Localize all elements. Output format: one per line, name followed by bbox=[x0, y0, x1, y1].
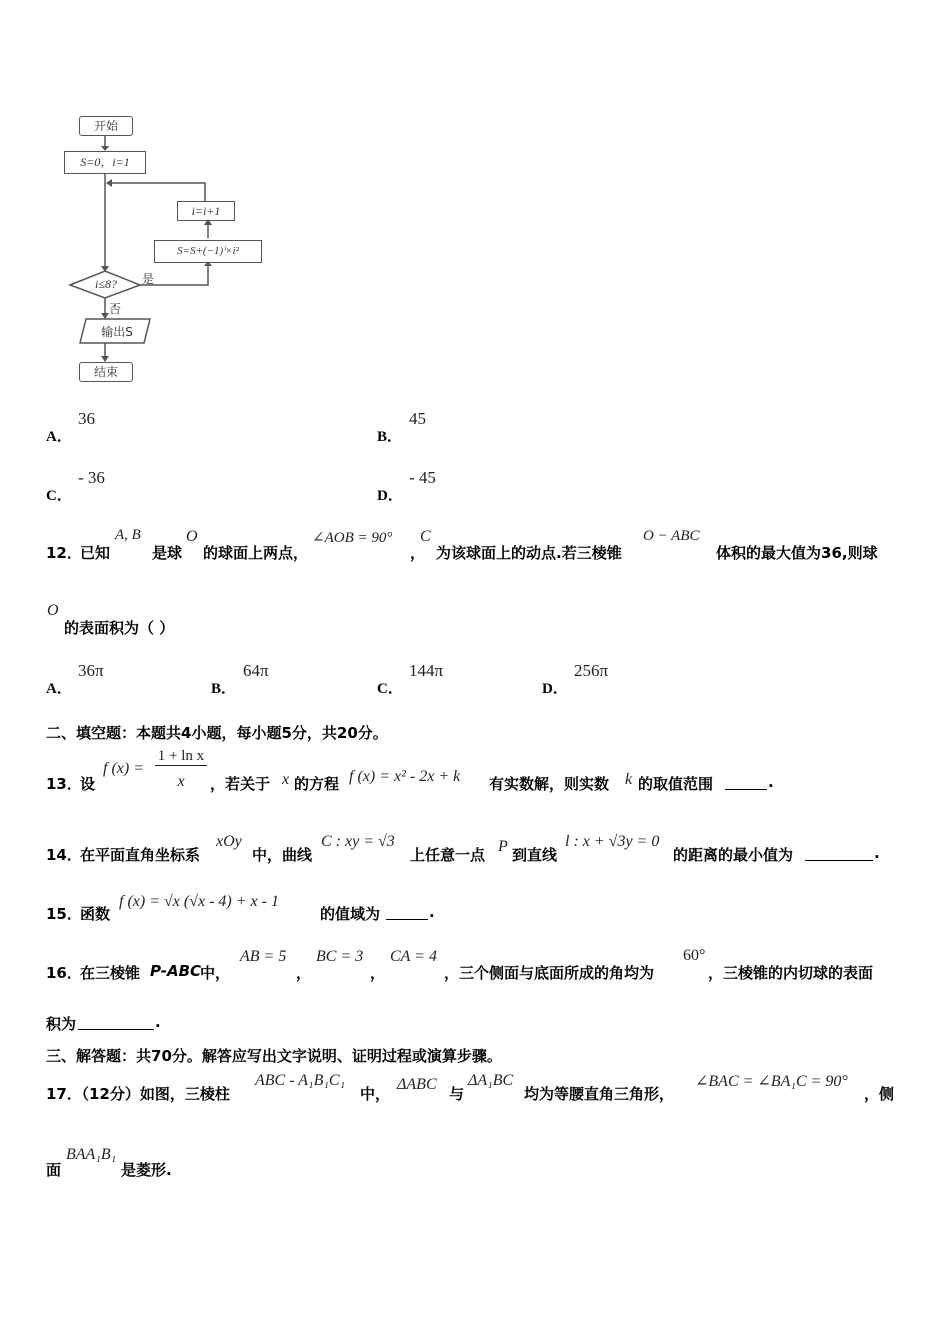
q13-text: 设 bbox=[80, 775, 96, 793]
q11-option-b-letter: B． bbox=[377, 429, 403, 445]
q15-text: . bbox=[429, 903, 435, 921]
q17-text: 与 bbox=[449, 1085, 465, 1103]
flowchart-yes-label: 是 bbox=[142, 272, 155, 286]
q12-option-c-value: 144π bbox=[409, 661, 444, 680]
q13-number: 13． bbox=[46, 775, 82, 793]
flowchart-condition: i≤8? bbox=[95, 277, 117, 291]
q13-fraction-denominator: x bbox=[177, 773, 185, 790]
q12-option-b-letter: B． bbox=[211, 681, 237, 697]
q13-text: ，若关于 bbox=[210, 775, 271, 793]
q17-math-triangle-1: ΔABC bbox=[397, 1076, 437, 1093]
q11-option-d-letter: D． bbox=[377, 488, 403, 504]
q15-text: 的值域为 bbox=[320, 905, 381, 923]
q16-text: ， bbox=[296, 964, 312, 982]
q15-number: 15． bbox=[46, 905, 82, 923]
q14-text: 到直线 bbox=[512, 846, 558, 864]
q14-math-p: P bbox=[498, 838, 508, 855]
q17-math-prism: ABC - A₁B₁C₁ bbox=[255, 1072, 346, 1089]
q13-fraction-numerator: 1 + ln x bbox=[155, 748, 207, 766]
q12-math-o: O bbox=[47, 602, 59, 619]
q16-number: 16． bbox=[46, 964, 82, 982]
flowchart-increment: i=i+1 bbox=[177, 201, 235, 221]
flowchart-init: S=0，i=1 bbox=[64, 151, 146, 174]
q12-option-b-value: 64π bbox=[243, 661, 269, 680]
q16-pyramid-name: P-ABC bbox=[150, 962, 202, 980]
q12-math-angle: ∠AOB = 90° bbox=[312, 530, 393, 546]
q12-number: 12． bbox=[46, 544, 82, 562]
q15-math-function: f (x) = √x (√x - 4) + x - 1 bbox=[119, 893, 279, 910]
q16-answer-blank[interactable] bbox=[78, 1015, 154, 1030]
q14-text: . bbox=[874, 844, 880, 862]
q12-text: 体积的最大值为36,则球 bbox=[716, 544, 878, 562]
q16-text: ，三棱锥的内切球的表面 bbox=[708, 964, 874, 982]
q16-math-bc: BC = 3 bbox=[316, 948, 364, 965]
q12-text: 已知 bbox=[80, 544, 111, 562]
flowchart-lines bbox=[0, 0, 300, 400]
q16-text: 中， bbox=[200, 964, 231, 982]
q17-text: 面 bbox=[46, 1161, 62, 1179]
q16-math-angle: 60° bbox=[683, 947, 706, 964]
flowchart-no-label: 否 bbox=[109, 302, 122, 316]
q12-option-d-letter: D． bbox=[542, 681, 568, 697]
q17-text: 均为等腰直角三角形， bbox=[524, 1085, 675, 1103]
q12-option-c-letter: C． bbox=[377, 681, 403, 697]
q12-text: ， bbox=[410, 544, 426, 562]
q14-math-curve: C : xy = √3 bbox=[321, 833, 395, 850]
q13-text: . bbox=[768, 773, 774, 791]
q12-option-a-value: 36π bbox=[78, 661, 104, 680]
q13-text: 有实数解，则实数 bbox=[489, 775, 610, 793]
q17-text: 是菱形. bbox=[121, 1161, 172, 1179]
q17-math-angle: ∠BAC = ∠BA₁C = 90° bbox=[695, 1073, 848, 1090]
q14-text: 中，曲线 bbox=[252, 846, 313, 864]
q11-option-b-value: 45 bbox=[409, 409, 426, 428]
q16-text: 积为 bbox=[46, 1015, 77, 1033]
q11-option-a-value: 36 bbox=[78, 409, 95, 428]
q12-text: 是球 bbox=[152, 544, 183, 562]
q11-option-d-value: - 45 bbox=[409, 468, 436, 487]
q16-math-ab: AB = 5 bbox=[240, 948, 287, 965]
q17-math-triangle-2: ΔA₁BC bbox=[468, 1072, 514, 1089]
q13-math-k: k bbox=[625, 771, 633, 788]
q16-text: 在三棱锥 bbox=[80, 964, 141, 982]
section-heading-fill-in: 二、填空题：本题共4小题，每小题5分，共20分。 bbox=[46, 724, 388, 742]
q13-math-equation: f (x) = x² - 2x + k bbox=[349, 768, 461, 785]
q15-text: 函数 bbox=[80, 905, 111, 923]
q16-text: ， bbox=[370, 964, 386, 982]
q12-math-pyramid: O − ABC bbox=[643, 528, 700, 544]
flowchart-end: 结束 bbox=[79, 362, 133, 382]
flowchart-start: 开始 bbox=[79, 116, 133, 136]
q14-text: 的距离的最小值为 bbox=[673, 846, 794, 864]
flowchart-update: S=S+(−1)ⁱ×i² bbox=[154, 240, 262, 263]
q12-text: 为该球面上的动点.若三棱锥 bbox=[436, 544, 622, 562]
q14-math-xoy: xOy bbox=[216, 833, 242, 850]
q17-text: ，侧 bbox=[864, 1085, 895, 1103]
q17-text: （12分）如图，三棱柱 bbox=[74, 1085, 230, 1103]
q12-math-ab: A, B bbox=[115, 527, 141, 543]
q13-math-f: f (x) = bbox=[103, 760, 144, 777]
q14-math-line: l : x + √3y = 0 bbox=[565, 833, 660, 850]
section-heading-answer: 三、解答题：共70分。解答应写出文字说明、证明过程或演算步骤。 bbox=[46, 1047, 502, 1065]
flowchart-output: 输出S bbox=[101, 325, 133, 339]
q14-text: 上任意一点 bbox=[410, 846, 486, 864]
q12-option-d-value: 256π bbox=[574, 661, 609, 680]
q13-text: 的取值范围 bbox=[638, 775, 714, 793]
q12-text: 的表面积为（ ） bbox=[64, 619, 175, 637]
q12-math-c: C bbox=[420, 528, 431, 545]
q17-number: 17． bbox=[46, 1085, 82, 1103]
q11-option-c-letter: C． bbox=[46, 488, 72, 504]
q16-math-ca: CA = 4 bbox=[390, 948, 437, 965]
q11-option-c-value: - 36 bbox=[78, 468, 105, 487]
q17-math-face: BAA₁B₁ bbox=[66, 1146, 117, 1163]
q14-text: 在平面直角坐标系 bbox=[80, 846, 201, 864]
q14-answer-blank[interactable] bbox=[805, 846, 873, 861]
q12-text: 的球面上两点， bbox=[203, 544, 309, 562]
q17-text: 中， bbox=[360, 1085, 391, 1103]
q12-math-o: O bbox=[186, 528, 198, 545]
q13-text: 的方程 bbox=[294, 775, 340, 793]
q14-number: 14． bbox=[46, 846, 82, 864]
q15-answer-blank[interactable] bbox=[386, 905, 428, 920]
q13-math-x: x bbox=[282, 771, 290, 788]
q16-text: . bbox=[155, 1013, 161, 1031]
q13-answer-blank[interactable] bbox=[725, 775, 767, 790]
q16-text: ，三个侧面与底面所成的角均为 bbox=[444, 964, 655, 982]
q12-option-a-letter: A． bbox=[46, 681, 72, 697]
q11-option-a-letter: A． bbox=[46, 429, 72, 445]
